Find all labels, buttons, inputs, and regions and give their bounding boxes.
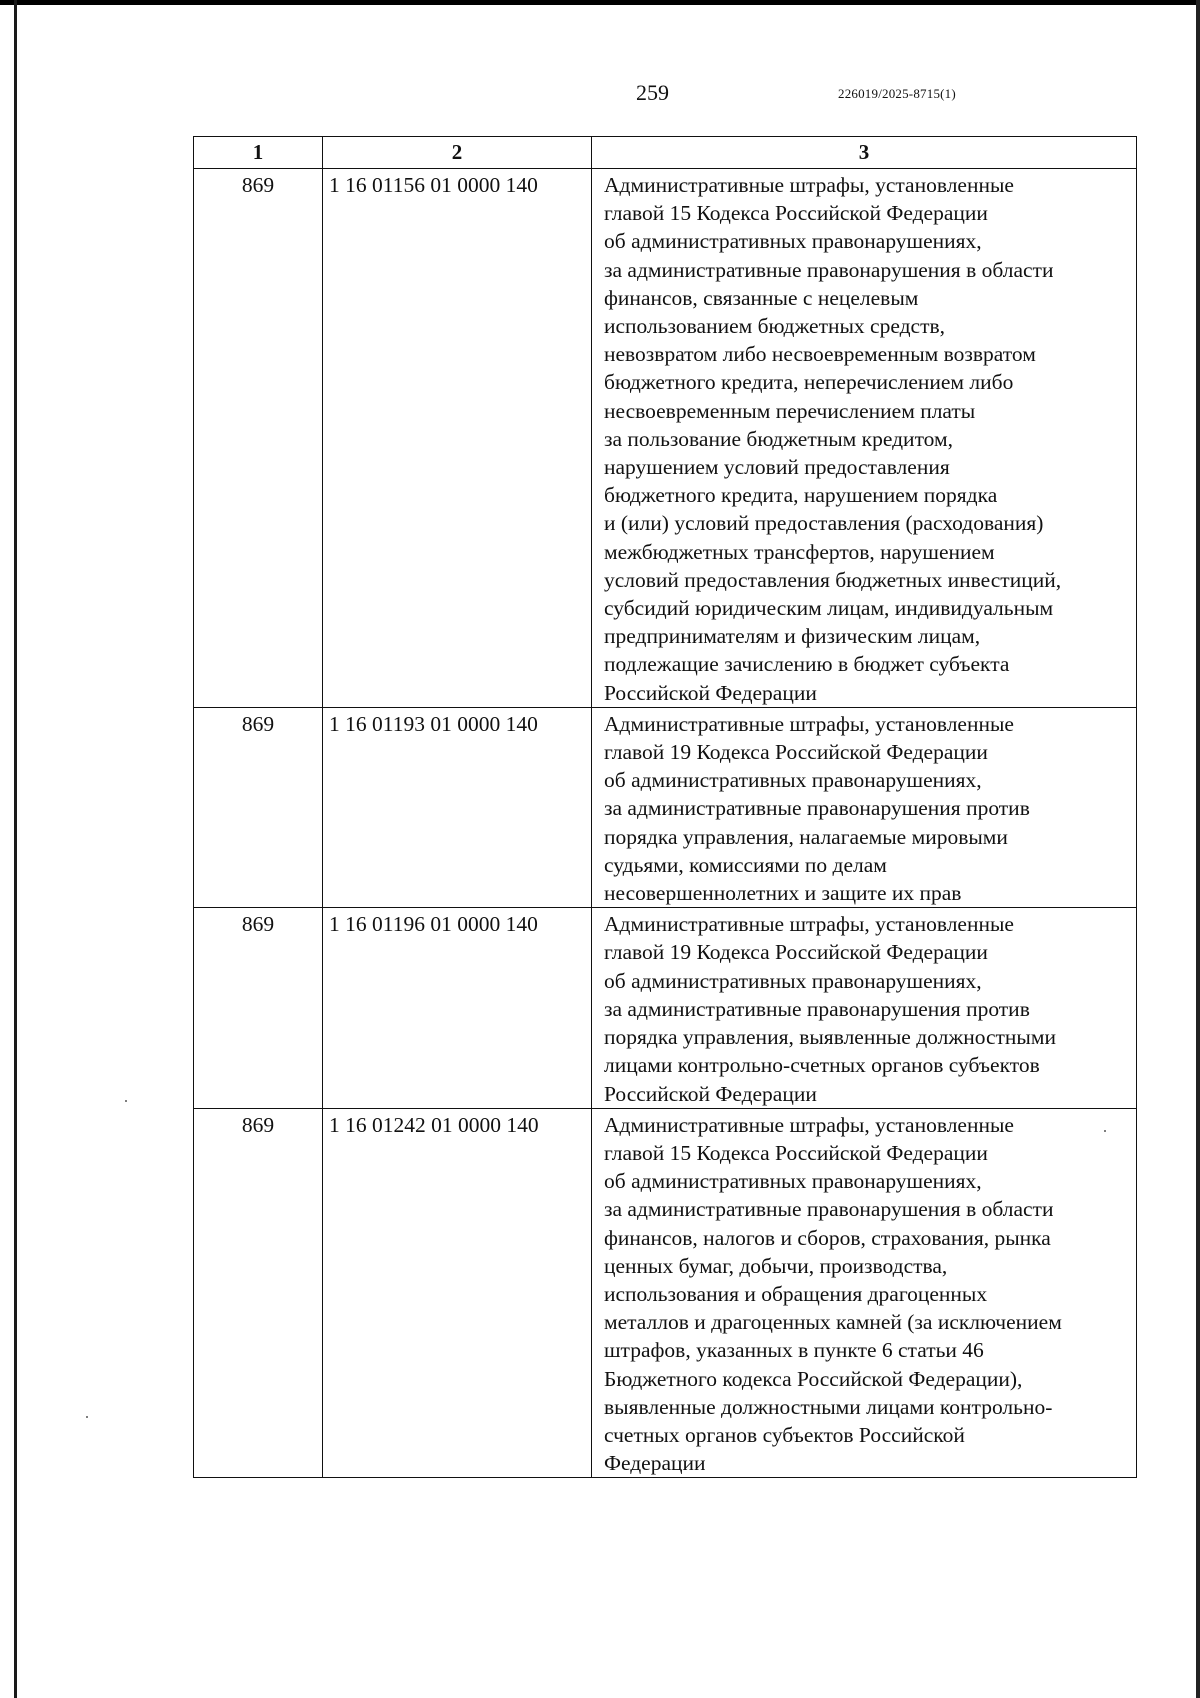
revenue-name-line: об административных правонарушениях, — [604, 1169, 982, 1194]
revenue-name-cell — [592, 707, 1137, 907]
revenue-name-line: за пользование бюджетным кредитом, — [604, 426, 953, 451]
revenue-name-line: Административные штрафы, установленные — [604, 912, 1014, 937]
revenue-name-line: главой 19 Кодекса Российской Федерации — [604, 740, 988, 765]
revenue-name-line: об административных правонарушениях, — [604, 229, 982, 254]
revenue-name-line: невозвратом либо несвоевременным возвратом — [604, 342, 1036, 367]
budget-revenue-codes-table — [193, 136, 1137, 1478]
revenue-name-cell — [592, 169, 1137, 708]
revenue-name-line: об административных правонарушениях, — [604, 968, 982, 993]
column-header: 1 — [194, 137, 323, 169]
revenue-name-line: использованием бюджетных средств, — [604, 314, 946, 339]
scan-top-border — [0, 0, 1200, 5]
revenue-name-line: лицами контрольно-счетных органов субъектов — [604, 1053, 1040, 1078]
revenue-name-line: Федерации — [604, 1451, 706, 1476]
table-row — [194, 169, 1137, 708]
revenue-name-line: счетных органов субъектов Российской — [604, 1422, 965, 1447]
revenue-name-line: условий предоставления бюджетных инвестиций, — [604, 567, 1062, 592]
revenue-name-line: и (или) условий предоставления (расходования) — [604, 511, 1044, 536]
table-body — [194, 169, 1137, 1478]
revenue-name-line: ценных бумаг, добычи, производства, — [604, 1253, 948, 1278]
table-row — [194, 1108, 1137, 1478]
revenue-name-line: Российской Федерации — [604, 680, 817, 705]
revenue-name-line: за административные правонарушения против — [604, 796, 1030, 821]
kbk-code-cell: 1 16 01242 01 0000 140 — [323, 1108, 592, 1478]
revenue-name-cell — [592, 908, 1137, 1108]
revenue-name-line: штрафов, указанных в пункте 6 статьи 46 — [604, 1338, 984, 1363]
column-header: 3 — [592, 137, 1137, 169]
scan-speck — [125, 1100, 127, 1102]
admin-code-cell: 869 — [194, 169, 323, 708]
revenue-name-line: главой 15 Кодекса Российской Федерации — [604, 201, 988, 226]
admin-code-cell: 869 — [194, 1108, 323, 1478]
revenue-name-line: предпринимателям и физическим лицам, — [604, 624, 981, 649]
kbk-code-cell: 1 16 01156 01 0000 140 — [323, 169, 592, 708]
revenue-name-line: за административные правонарушения в области — [604, 1197, 1054, 1222]
page-number: 259 — [636, 80, 669, 105]
revenue-name-line: бюджетного кредита, неперечислением либо — [604, 370, 1014, 395]
table-row — [194, 707, 1137, 907]
admin-code-cell: 869 — [194, 908, 323, 1108]
revenue-name-line: подлежащие зачислению в бюджет субъекта — [604, 652, 1010, 677]
scan-right-border — [1196, 0, 1200, 1698]
document-registration-code: 226019/2025-8715(1) — [838, 86, 956, 101]
scan-speck — [86, 1416, 88, 1418]
revenue-name-line: главой 15 Кодекса Российской Федерации — [604, 1140, 988, 1165]
revenue-name-line: Административные штрафы, установленные — [604, 1112, 1014, 1137]
kbk-code-cell: 1 16 01196 01 0000 140 — [323, 908, 592, 1108]
revenue-name-line: несвоевременным перечислением платы — [604, 398, 976, 423]
revenue-name-line: финансов, связанные с нецелевым — [604, 285, 919, 310]
table-row — [194, 908, 1137, 1108]
revenue-name-line: Бюджетного кодекса Российской Федерации), — [604, 1366, 1023, 1391]
column-header: 2 — [323, 137, 592, 169]
revenue-name-line: Российской Федерации — [604, 1081, 817, 1106]
revenue-name-line: об административных правонарушениях, — [604, 768, 982, 793]
scan-left-border — [14, 0, 17, 1698]
revenue-name-line: выявленные должностными лицами контрольно- — [604, 1394, 1053, 1419]
revenue-name-line: несовершеннолетних и защите их прав — [604, 881, 962, 906]
revenue-name-line: использования и обращения драгоценных — [604, 1281, 988, 1306]
revenue-name-line: порядка управления, налагаемые мировыми — [604, 824, 1008, 849]
revenue-name-cell — [592, 1108, 1137, 1478]
table-header-row — [194, 137, 1137, 169]
revenue-name-line: межбюджетных трансфертов, нарушением — [604, 539, 995, 564]
revenue-name-line: за административные правонарушения в области — [604, 257, 1054, 282]
revenue-name-line: металлов и драгоценных камней (за исключением — [604, 1310, 1062, 1335]
revenue-name-line: нарушением условий предоставления — [604, 455, 950, 480]
revenue-name-line: судьями, комиссиями по делам — [604, 852, 887, 877]
revenue-name-line: субсидий юридическим лицам, индивидуальным — [604, 596, 1054, 621]
revenue-name-line: за административные правонарушения против — [604, 996, 1030, 1021]
revenue-name-line: финансов, налогов и сборов, страхования, рынка — [604, 1225, 1051, 1250]
admin-code-cell: 869 — [194, 707, 323, 907]
kbk-code-cell: 1 16 01193 01 0000 140 — [323, 707, 592, 907]
revenue-name-line: главой 19 Кодекса Российской Федерации — [604, 940, 988, 965]
revenue-name-line: бюджетного кредита, нарушением порядка — [604, 483, 998, 508]
revenue-name-line: порядка управления, выявленные должностными — [604, 1025, 1056, 1050]
revenue-name-line: Административные штрафы, установленные — [604, 173, 1014, 197]
revenue-name-line: Административные штрафы, установленные — [604, 711, 1014, 736]
